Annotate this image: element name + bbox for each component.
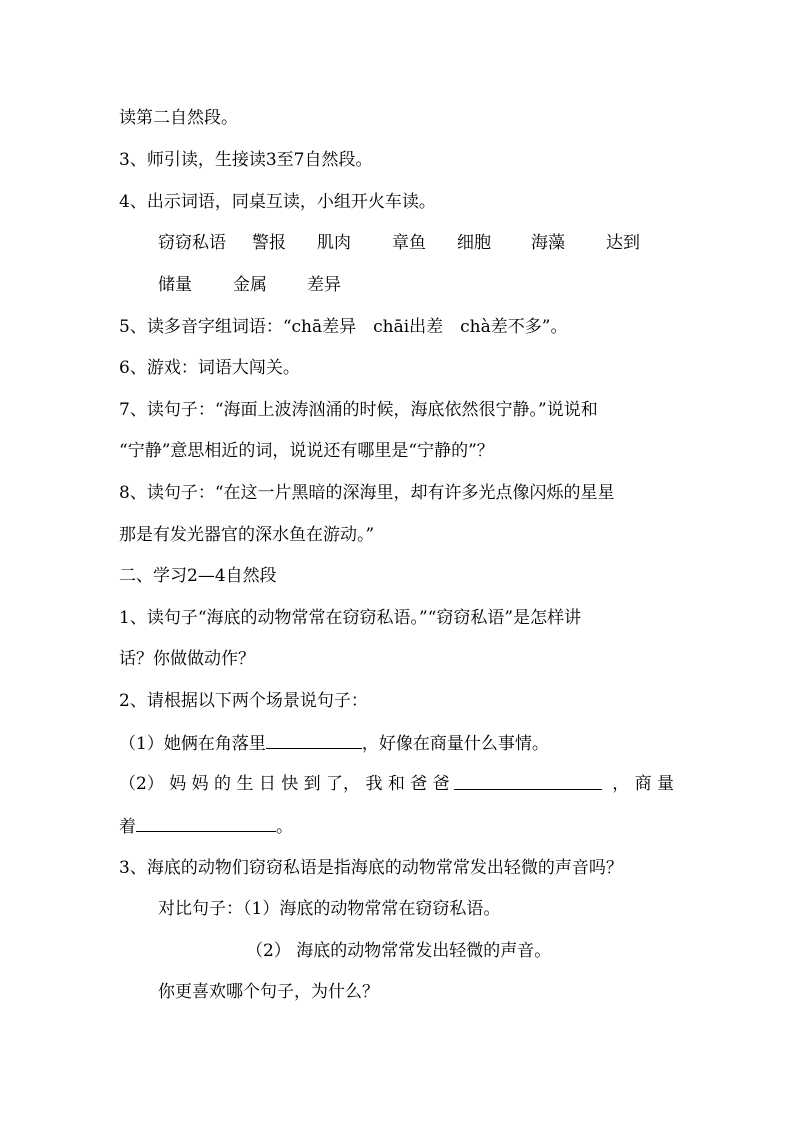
text-line-19: 对比句子：（1）海底的动物常常在窃窃私语。 bbox=[158, 899, 501, 919]
fill-in-sentence-2 bbox=[119, 773, 674, 795]
vocab-word: 肌肉 bbox=[317, 233, 351, 253]
vocab-word: 储量 bbox=[158, 275, 192, 295]
vocab-word: 细胞 bbox=[457, 233, 491, 253]
vocab-word: 警报 bbox=[252, 233, 286, 253]
sentence-prefix: 着 bbox=[119, 817, 136, 837]
sentence-suffix: ， 商 量 bbox=[612, 774, 674, 794]
text-line-12: 1、读句子“海底的动物常常在窃窃私语。”“窃窃私语”是怎样讲 bbox=[119, 608, 582, 628]
vocab-word: 差异 bbox=[307, 275, 341, 295]
fill-blank[interactable] bbox=[266, 732, 362, 749]
fill-blank[interactable] bbox=[454, 773, 602, 790]
text-line-14: 2、请根据以下两个场景说句子： bbox=[119, 691, 368, 711]
text-line-10: 那是有发光器官的深水鱼在游动。” bbox=[119, 525, 375, 545]
vocab-word: 窃窃私语 bbox=[158, 233, 226, 253]
vocab-word: 达到 bbox=[606, 233, 640, 253]
text-line-21: 你更喜欢哪个句子，为什么？ bbox=[158, 982, 379, 1002]
text-line-2: 3、师引读，生接读3至7自然段。 bbox=[119, 150, 373, 170]
text-line-5: 5、读多音字组词语：“chā差异 chāi出差 chà差不多”。 bbox=[119, 317, 568, 337]
fill-blank[interactable] bbox=[136, 815, 276, 832]
text-line-6: 6、游戏：词语大闯关。 bbox=[119, 358, 300, 378]
text-line-13: 话？你做做动作？ bbox=[119, 649, 255, 669]
vocab-word: 金属 bbox=[233, 275, 267, 295]
sentence-suffix: 。 bbox=[276, 817, 293, 837]
vocab-word: 章鱼 bbox=[392, 233, 426, 253]
text-line-1: 读第二自然段。 bbox=[119, 108, 238, 128]
fill-in-sentence-2-cont bbox=[119, 815, 293, 837]
sentence-prefix: （1）她俩在角落里 bbox=[119, 734, 266, 754]
text-line-9: 8、读句子：“在这一片黑暗的深海里，却有许多光点像闪烁的星星 bbox=[119, 483, 615, 503]
sentence-suffix: ，好像在商量什么事情。 bbox=[361, 734, 549, 754]
section-heading: 二、学习2—4自然段 bbox=[119, 566, 277, 586]
fill-in-sentence-1 bbox=[119, 732, 549, 754]
text-line-20: （2） 海底的动物常常发出轻微的声音。 bbox=[246, 941, 552, 961]
vocab-word: 海藻 bbox=[531, 233, 565, 253]
text-line-18: 3、海底的动物们窃窃私语是指海底的动物常常发出轻微的声音吗？ bbox=[119, 858, 623, 878]
text-line-3: 4、出示词语，同桌互读，小组开火车读。 bbox=[119, 192, 436, 212]
text-line-8: “宁静”意思相近的词，说说还有哪里是“宁静的”？ bbox=[119, 441, 494, 461]
text-line-7: 7、读句子：“海面上波涛汹涌的时候，海底依然很宁静。”说说和 bbox=[119, 400, 598, 420]
sentence-prefix: （2） 妈 妈 的 生 日 快 到 了， 我 和 爸 爸 bbox=[119, 774, 450, 794]
